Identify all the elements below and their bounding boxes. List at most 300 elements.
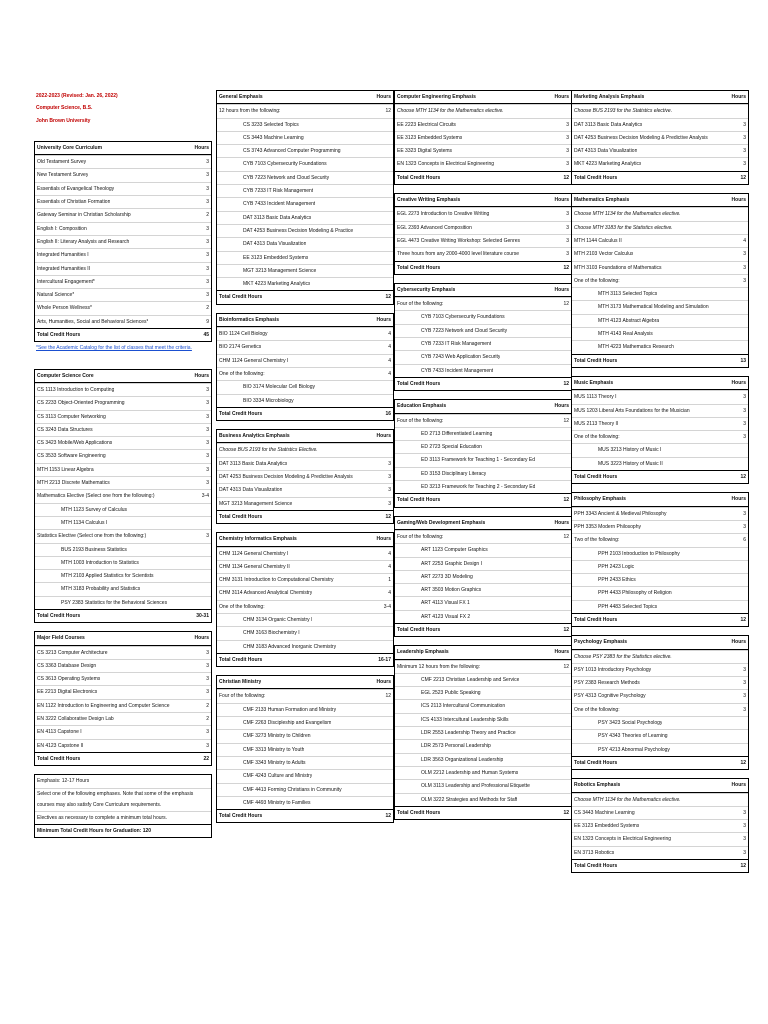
course-row — [572, 417, 748, 430]
row-label: Choose MTH 1134 for the Mathematics elective. — [574, 211, 681, 218]
row-label: PSY 4313 Cognitive Psychology — [574, 693, 646, 700]
row-label: EGL 2273 Introduction to Creative Writing — [397, 211, 490, 218]
row-hours: Hours — [554, 403, 569, 410]
row-hours: 3-4 — [201, 493, 209, 500]
row-label: MUS 2113 Theory II — [574, 420, 619, 427]
course-row — [35, 208, 211, 221]
row-label: EE 3123 Embedded Systems — [397, 134, 463, 141]
row-hours: Hours — [376, 433, 391, 440]
row-hours: 3 — [743, 134, 746, 141]
row-label: DAT 4313 Data Visualization — [243, 241, 307, 248]
row-hours: 3 — [206, 662, 209, 669]
course-row — [572, 689, 748, 702]
row-hours: 3 — [206, 676, 209, 683]
total-row — [572, 171, 748, 184]
option-row — [395, 583, 571, 596]
row-label: CYB 7243 Web Application Security — [421, 354, 501, 361]
option-row — [217, 277, 393, 290]
row-hours: Hours — [731, 639, 746, 646]
course-row — [35, 699, 211, 712]
course-row — [572, 819, 748, 832]
row-label: EN 1122 Introduction to Engineering and Computer Science — [37, 702, 170, 709]
course-row — [572, 247, 748, 260]
option-row — [217, 171, 393, 184]
option-row — [217, 613, 393, 626]
row-label: EN 4123 Capstone II — [37, 742, 84, 749]
course-row — [395, 144, 571, 157]
option-row — [395, 793, 571, 806]
row-label: Business Analytics Emphasis — [219, 433, 290, 440]
electives-note: Electives as necessary to complete a minimum total hours. — [35, 811, 211, 824]
option-row — [572, 340, 748, 353]
row-hours: 12 — [563, 533, 569, 540]
course-row — [572, 676, 748, 689]
row-hours: 2 — [206, 716, 209, 723]
row-label: Total Credit Hours — [37, 755, 81, 762]
option-row — [572, 600, 748, 613]
total-row — [35, 752, 211, 765]
row-hours: Hours — [554, 94, 569, 100]
row-hours: 3 — [206, 440, 209, 447]
table-header — [395, 91, 571, 104]
row-label: PSY 2383 Research Methods — [574, 680, 640, 687]
row-hours: 3 — [743, 277, 746, 284]
row-hours: 3 — [206, 225, 209, 232]
row-hours: 3 — [206, 199, 209, 206]
row-label: Total Credit Hours — [219, 410, 263, 417]
row-label: CS 1113 Introduction to Computing — [37, 386, 115, 393]
course-row — [35, 168, 211, 181]
row-label: OLM 2212 Leadership and Human Systems — [421, 769, 519, 776]
option-row — [217, 640, 393, 653]
row-label: CYB 7233 IT Risk Management — [243, 188, 314, 195]
row-label: CS 3363 Database Design — [37, 662, 97, 669]
row-hours: 3 — [206, 252, 209, 259]
row-hours: 3 — [743, 251, 746, 258]
table-header — [217, 430, 393, 443]
option-row — [395, 427, 571, 440]
catalog-link[interactable]: *See the Academic Catalog for the list of classes that meet the criteria. — [36, 345, 192, 352]
row-label: Intercultural Engagement* — [37, 278, 95, 285]
row-label: Four of the following: — [397, 301, 444, 308]
row-label: Four of the following: — [219, 693, 266, 700]
total-row — [217, 510, 393, 523]
option-row — [395, 467, 571, 480]
row-hours: 3 — [206, 185, 209, 192]
row-label: MUS 1203 Liberal Arts Foundations for the Musician — [574, 407, 690, 414]
row-hours: 3 — [206, 292, 209, 299]
row-label: Computer Engineering Emphasis — [397, 94, 476, 100]
course-row — [572, 507, 748, 520]
row-label: MTH 2103 Vector Calculus — [574, 251, 634, 258]
course-row — [217, 689, 393, 702]
course-row — [572, 832, 748, 845]
row-hours: Hours — [376, 316, 391, 323]
option-row — [572, 573, 748, 586]
course-row — [35, 659, 211, 672]
option-row — [217, 743, 393, 756]
emphasis-note-box — [34, 774, 212, 838]
row-label: BIO 3174 Molecular Cell Biology — [243, 384, 315, 391]
row-label: Total Credit Hours — [37, 332, 81, 339]
course-row — [572, 157, 748, 170]
total-row — [35, 328, 211, 341]
row-label: Education Emphasis — [397, 403, 447, 410]
table-header — [395, 517, 571, 530]
row-label: DAT 3113 Basic Data Analytics — [574, 121, 643, 128]
course-table — [34, 631, 212, 766]
course-row — [217, 354, 393, 367]
row-label: Whole Person Wellness* — [37, 305, 92, 312]
course-row — [217, 340, 393, 353]
row-hours: 30-31 — [196, 612, 209, 619]
table-header — [572, 636, 748, 649]
option-row — [217, 796, 393, 809]
row-label: Total Credit Hours — [219, 656, 263, 663]
row-label: CMF 4493 Ministry to Families — [243, 799, 311, 806]
table-header — [217, 533, 393, 546]
course-row — [35, 222, 211, 235]
row-hours: 16 — [385, 410, 391, 417]
row-label: ART 2253 Graphic Design I — [421, 560, 482, 567]
row-hours: 3 — [206, 159, 209, 166]
row-hours: 3 — [206, 729, 209, 736]
option-row — [395, 324, 571, 337]
option-row — [395, 350, 571, 363]
row-hours: 22 — [203, 755, 209, 762]
option-row — [35, 543, 211, 556]
row-label: CS 3743 Advanced Computer Programming — [243, 148, 341, 155]
course-row — [395, 660, 571, 673]
row-label: Music Emphasis — [574, 379, 614, 386]
course-row — [35, 672, 211, 685]
table-header — [572, 779, 748, 792]
option-row — [217, 131, 393, 144]
course-row — [217, 367, 393, 380]
option-row — [217, 703, 393, 716]
row-label: PPH 3343 Ancient & Medieval Philosophy — [574, 510, 667, 517]
row-label: General Emphasis — [219, 94, 263, 100]
row-label: MTH 1144 Calculus II — [574, 237, 622, 244]
row-label: Marketing Analysis Emphasis — [574, 94, 645, 100]
row-hours: 3 — [566, 237, 569, 244]
row-label: BUS 2193 Business Statistics — [61, 546, 127, 553]
row-label: Arts, Humanities, Social and Behavioral Sciences* — [37, 318, 149, 325]
row-label: BIO 3334 Microbiology — [243, 397, 294, 404]
course-row — [572, 274, 748, 287]
option-row — [217, 394, 393, 407]
row-label: MTH 4123 Abstract Algebra — [598, 317, 660, 324]
row-hours: 2 — [206, 305, 209, 312]
row-label: 12 hours from the following: — [219, 108, 281, 115]
row-hours: 3-4 — [383, 603, 391, 610]
row-label: ED 2713 Differentiated Learning — [421, 430, 493, 437]
row-label: ART 4123 Visual FX 2 — [421, 613, 471, 620]
row-label: Creative Writing Emphasis — [397, 197, 461, 204]
row-hours: 3 — [206, 265, 209, 272]
course-table — [216, 90, 394, 305]
row-hours: Hours — [554, 197, 569, 204]
row-label: CYB 7223 Network and Cloud Security — [421, 327, 508, 334]
option-row — [395, 570, 571, 583]
row-hours: 13 — [740, 357, 746, 364]
course-row — [572, 234, 748, 247]
course-row — [35, 476, 211, 489]
row-hours: Hours — [194, 635, 209, 642]
row-label: Minimum 12 hours from the following: — [397, 663, 481, 670]
row-label: MTH 3183 Probability and Statistics — [61, 586, 141, 593]
row-hours: 3 — [743, 523, 746, 530]
course-row — [35, 725, 211, 738]
row-label: CS 2233 Object-Oriented Programming — [37, 400, 125, 407]
row-label: CYB 7103 Cybersecurity Foundations — [421, 314, 505, 321]
row-hours: Hours — [376, 536, 391, 543]
row-hours: 4 — [388, 344, 391, 351]
column-3 — [394, 90, 572, 828]
row-label: MTH 3103 Foundations of Mathematics — [574, 264, 662, 271]
row-label: Total Credit Hours — [574, 759, 618, 766]
row-hours: 12 — [563, 809, 569, 816]
row-hours: 3 — [206, 413, 209, 420]
row-hours: Hours — [731, 496, 746, 503]
row-label: MTH 1153 Linear Algebra — [37, 466, 94, 473]
row-label: CHM 3131 Introduction to Computational Chemistry — [219, 577, 334, 584]
course-row — [35, 182, 211, 195]
row-label: CMF 3273 Ministry to Children — [243, 733, 311, 740]
row-label: ART 1123 Computer Graphics — [421, 547, 488, 554]
option-row — [217, 224, 393, 237]
row-label: EE 3323 Digital Systems — [397, 148, 453, 155]
course-row — [217, 573, 393, 586]
row-label: MTH 4223 Mathematics Research — [598, 344, 674, 351]
row-hours: 3 — [566, 211, 569, 218]
row-hours: 3 — [206, 742, 209, 749]
row-hours: 3 — [743, 264, 746, 271]
option-row — [395, 753, 571, 766]
course-row — [572, 533, 748, 546]
table-header — [35, 632, 211, 645]
course-row — [35, 489, 211, 502]
course-row — [217, 470, 393, 483]
course-table — [394, 645, 572, 820]
course-table — [571, 778, 749, 873]
row-label: Choose BUS 2193 for the Statistics Elective. — [219, 447, 318, 454]
program-title: Computer Science, B.S. — [36, 105, 93, 112]
course-row — [395, 157, 571, 170]
row-hours: 3 — [566, 121, 569, 128]
row-hours: 3 — [206, 386, 209, 393]
row-label: Gaming/Web Development Emphasis — [397, 519, 486, 526]
row-hours: 6 — [743, 537, 746, 544]
row-hours: 2 — [206, 702, 209, 709]
row-hours: 4 — [388, 331, 391, 338]
row-label: BIO 1124 Cell Biology — [219, 331, 268, 338]
course-row — [217, 600, 393, 613]
row-hours: 3 — [743, 394, 746, 401]
instruction-row — [395, 104, 571, 117]
row-label: ED 3213 Framework for Teaching 2 - Secondary Ed — [421, 484, 536, 491]
option-row — [217, 729, 393, 742]
row-label: CMF 4413 Forming Christians in Community — [243, 786, 342, 793]
course-row — [572, 404, 748, 417]
row-hours: Hours — [194, 372, 209, 379]
row-label: CHM 3134 Organic Chemistry I — [243, 616, 313, 623]
option-row — [572, 327, 748, 340]
row-hours: 4 — [388, 590, 391, 597]
option-row — [395, 766, 571, 779]
row-label: EN 1323 Concepts in Electrical Engineering — [397, 161, 494, 168]
row-label: MGT 3213 Management Science — [219, 500, 293, 507]
row-label: CS 3533 Software Engineering — [37, 453, 106, 460]
row-label: One of the following: — [219, 603, 265, 610]
row-label: MGT 3213 Management Science — [243, 267, 317, 274]
row-label: University Core Curriculum — [37, 144, 103, 151]
row-hours: 3 — [206, 426, 209, 433]
course-row — [395, 297, 571, 310]
row-label: CS 3213 Computer Architecture — [37, 649, 108, 656]
row-label: PPH 4433 Philosophy of Religion — [598, 590, 672, 597]
row-hours: 12 — [563, 174, 569, 181]
course-row — [35, 423, 211, 436]
course-table — [394, 516, 572, 638]
option-row — [395, 739, 571, 752]
row-hours: 45 — [203, 332, 209, 339]
row-hours: 3 — [206, 278, 209, 285]
column-1 — [34, 90, 212, 838]
option-row — [217, 769, 393, 782]
row-label: MTH 1134 Calculus I — [61, 519, 108, 526]
course-row — [35, 646, 211, 659]
row-hours: 3 — [743, 693, 746, 700]
row-label: Statistics Elective (Select one from the following:) — [37, 533, 147, 540]
course-row — [572, 703, 748, 716]
row-label: PPH 3353 Modern Philosophy — [574, 523, 641, 530]
row-hours: Hours — [194, 144, 209, 151]
course-row — [217, 497, 393, 510]
row-label: PPH 2423 Logic — [598, 563, 635, 570]
row-label: DAT 3113 Basic Data Analytics — [219, 460, 288, 467]
row-label: Cybersecurity Emphasis — [397, 286, 456, 293]
course-table — [394, 283, 572, 391]
row-label: CMF 3313 Ministry to Youth — [243, 746, 305, 753]
row-label: Total Credit Hours — [219, 513, 263, 520]
option-row — [217, 197, 393, 210]
option-row — [217, 626, 393, 639]
row-label: MTH 3173 Mathematical Modeling and Simulation — [598, 304, 709, 311]
row-label: Total Credit Hours — [219, 813, 263, 820]
row-hours: 12 — [740, 174, 746, 181]
option-row — [395, 480, 571, 493]
row-hours: 3 — [743, 420, 746, 427]
option-row — [217, 118, 393, 131]
row-label: ICS 4133 Intercultural Leadership Skills — [421, 716, 509, 723]
row-label: CS 3443 Machine Learning — [574, 809, 635, 816]
row-label: PPH 2103 Introduction to Philosophy — [598, 550, 680, 557]
table-header — [35, 370, 211, 383]
option-row — [572, 443, 748, 456]
row-hours: 4 — [743, 237, 746, 244]
row-label: MTH 2103 Applied Statistics for Scientists — [61, 573, 154, 580]
row-label: Total Credit Hours — [574, 616, 618, 623]
row-label: LDR 2553 Leadership Theory and Practice — [421, 730, 516, 737]
option-row — [572, 287, 748, 300]
course-row — [35, 529, 211, 542]
row-hours: 3 — [743, 823, 746, 830]
table-header — [217, 314, 393, 327]
option-row — [395, 673, 571, 686]
row-label: One of the following: — [219, 370, 265, 377]
row-label: MUS 3223 History of Music II — [598, 460, 663, 467]
row-label: CHM 3163 Biochemistry I — [243, 630, 300, 637]
row-label: Three hours from any 2000-4000 level literature course — [397, 251, 520, 258]
row-hours: 12 — [385, 693, 391, 700]
total-row — [395, 171, 571, 184]
option-row — [395, 557, 571, 570]
row-label: MTH 4143 Real Analysis — [598, 331, 653, 338]
instruction-row — [217, 443, 393, 456]
revision-date: 2022-2023 (Revised: Jan. 26, 2022) — [36, 93, 118, 99]
row-label: Christian Ministry — [219, 679, 262, 686]
row-label: CMF 4243 Culture and Ministry — [243, 773, 313, 780]
row-label: CMF 2213 Christian Leadership and Service — [421, 676, 520, 683]
course-table — [394, 399, 572, 507]
row-label: Choose MTH 3183 for the Statistics elective. — [574, 224, 673, 231]
course-row — [35, 739, 211, 752]
row-label: CS 3423 Mobile/Web Applications — [37, 440, 113, 447]
course-table — [571, 193, 749, 368]
row-label: Four of the following: — [397, 533, 444, 540]
course-row — [35, 288, 211, 301]
row-label: Total Credit Hours — [397, 380, 441, 387]
option-row — [217, 264, 393, 277]
column-4 — [571, 90, 749, 881]
row-label: ART 2273 3D Modeling — [421, 573, 473, 580]
row-label: Natural Science* — [37, 292, 75, 299]
row-label: CHM 1124 General Chemistry I — [219, 357, 289, 364]
row-label: ED 3153 Disciplinary Literacy — [421, 470, 487, 477]
option-row — [35, 596, 211, 609]
row-label: EN 3222 Collaborative Design Lab — [37, 716, 114, 723]
option-row — [217, 251, 393, 264]
row-label: Gateway Seminar in Christian Scholarship — [37, 212, 131, 219]
total-row — [395, 377, 571, 390]
row-label: Four of the following: — [397, 417, 444, 424]
column-2 — [216, 90, 394, 831]
row-hours: 3 — [206, 466, 209, 473]
row-label: PSY 4343 Theories of Learning — [598, 733, 668, 740]
row-hours: Hours — [376, 94, 391, 100]
row-label: MTH 3113 Selected Topics — [598, 291, 658, 298]
row-hours: 12 — [563, 380, 569, 387]
row-label: EN 4113 Capstone I — [37, 729, 82, 736]
course-row — [395, 247, 571, 260]
table-header — [572, 194, 748, 207]
course-row — [217, 586, 393, 599]
option-row — [35, 582, 211, 595]
option-row — [217, 184, 393, 197]
course-row — [572, 806, 748, 819]
row-label: Bioinformatics Emphasis — [219, 316, 280, 323]
row-hours: 3 — [743, 680, 746, 687]
option-row — [572, 586, 748, 599]
emphasis-hours: Emphasis: 12-17 Hours — [37, 778, 90, 785]
row-label: Total Credit Hours — [574, 863, 618, 870]
course-row — [35, 262, 211, 275]
row-hours: 3 — [206, 400, 209, 407]
course-row — [572, 663, 748, 676]
row-hours: 16-17 — [378, 656, 391, 663]
total-row — [217, 809, 393, 822]
